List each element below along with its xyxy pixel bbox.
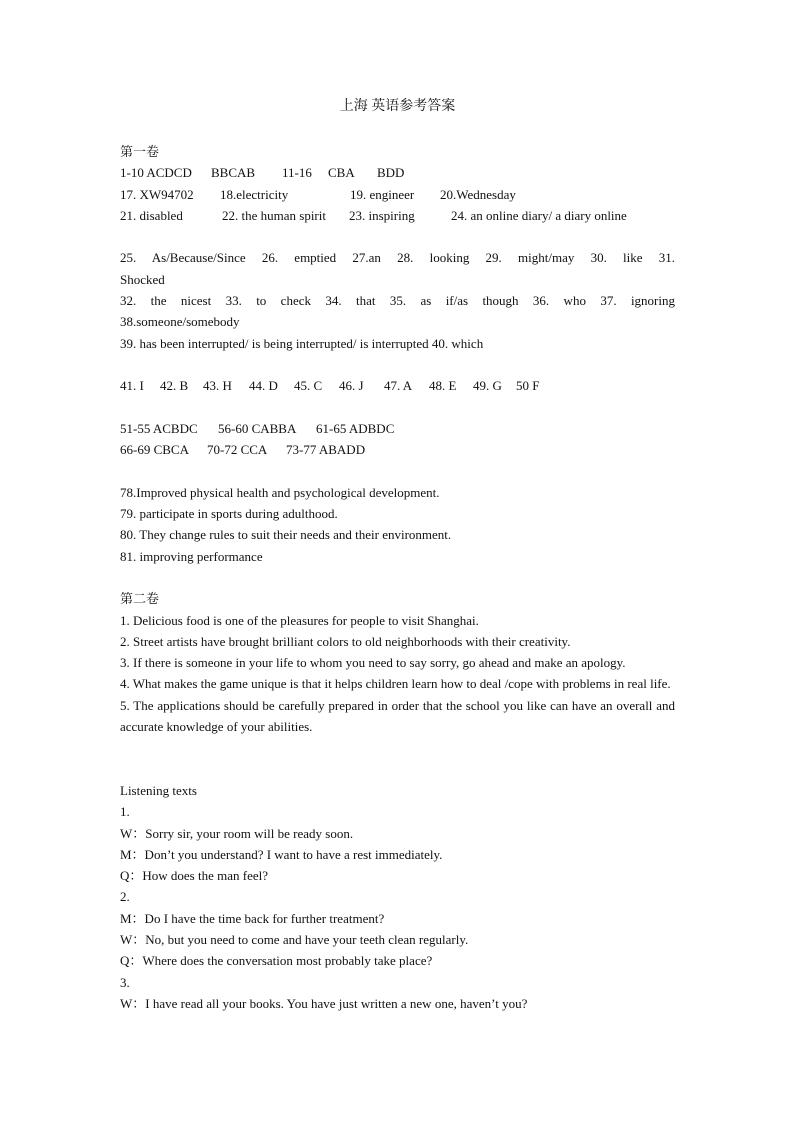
dialogue-line: M：Do I have the time back for further treatment? [120,910,385,926]
translation-2: 2. Street artists have brought brilliant colors to old neighborhoods with their creativity. [120,633,571,649]
answer-item: 50 F [516,378,540,394]
answer-group: 70-72 CCA [207,442,268,458]
answer-item: 47. A [384,378,413,394]
dialogue-question: Q：Where does the conversation most probably take place? [120,953,433,969]
answer-item: 42. B [160,378,189,394]
answer-item: 22. the human spirit [222,207,326,223]
dialogue-number: 2. [120,889,130,905]
dialogue-number: 3. [120,974,130,990]
answers-51-65 [120,418,675,439]
answer-group: 66-69 CBCA [120,442,189,458]
answers-32-37: 32. the nicest 33. to check 34. that 35. as if/as though 36. who 37. ignoring [120,293,675,309]
answer-group: 73-77 ABADD [286,442,366,458]
part1-heading: 第一卷 [120,144,160,159]
dialogue-question: Q：How does the man feel? [120,868,269,884]
answer-group: 61-65 ADBDC [316,420,395,436]
answer-item: 49. G [473,378,502,394]
answer-item: 44. D [249,378,278,394]
answer-group: 56-60 CABBA [218,420,297,436]
answers-39-40: 39. has been interrupted/ is being interrupted/ is interrupted 40. which [120,335,484,351]
translation-5: 5. The applications should be carefully prepared in order that the school you like can have an overall and accurate knowledge of your abilities. [120,697,675,735]
answer-79: 79. participate in sports during adulthood. [120,506,338,522]
answer-group: BBCAB [211,165,256,181]
answer-group: CBA [328,165,355,181]
answer-key-page [120,95,675,1014]
answer-item: 48. E [429,378,457,394]
answer-item: 46. J [339,378,364,394]
answers-66-77 [120,439,675,460]
dialogue-line: W：Sorry sir, your room will be ready soon. [120,825,354,841]
translation-3: 3. If there is someone in your life to whom you need to say sorry, go ahead and make an apology. [120,655,626,671]
answer-group: 11-16 [282,165,312,181]
answer-group: 51-55 ACBDC [120,420,198,436]
answer-78: 78.Improved physical health and psychological development. [120,484,440,500]
answers-41-50 [120,375,675,396]
dialogue-line: M：Don’t you understand? I want to have a rest immediately. [120,846,443,862]
answer-item: 45. C [294,378,323,394]
part2-heading: 第二卷 [120,591,160,607]
answers-21-24 [120,205,675,226]
answers-31-cont: Shocked [120,271,165,287]
answer-item: 19. engineer [350,186,415,202]
dialogue-number: 1. [120,804,130,820]
translation-1: 1. Delicious food is one of the pleasures for people to visit Shanghai. [120,612,479,628]
translation-4: 4. What makes the game unique is that it helps children learn how to deal /cope with problems in real life. [120,676,671,692]
page-title: 上海 英语参考答案 [339,99,456,114]
answer-group: 1-10 ACDCD [120,165,192,181]
answers-38: 38.someone/somebody [120,314,240,330]
answer-group: BDD [377,165,405,181]
answer-80: 80. They change rules to suit their needs and their environment. [120,527,452,543]
answer-item: 21. disabled [120,207,183,223]
answers-17-20 [120,184,675,205]
answer-item: 17. XW94702 [120,186,194,202]
answers-25-31: 25. As/Because/Since 26. emptied 27.an 28. looking 29. might/may 30. like 31. [120,250,675,266]
answer-item: 24. an online diary/ a diary online [451,207,627,223]
answer-item: 20.Wednesday [440,186,516,202]
answer-item: 23. inspiring [349,207,415,223]
dialogue-line: W：No, but you need to come and have your teeth clean regularly. [120,931,469,947]
dialogue-line: W：I have read all your books. You have just written a new one, haven’t you? [120,995,528,1011]
answer-item: 18.electricity [220,186,289,202]
listening-heading: Listening texts [120,782,197,798]
answer-item: 43. H [203,378,232,394]
answer-81: 81. improving performance [120,548,263,564]
answers-1-16 [120,162,675,183]
answer-item: 41. I [120,378,144,394]
